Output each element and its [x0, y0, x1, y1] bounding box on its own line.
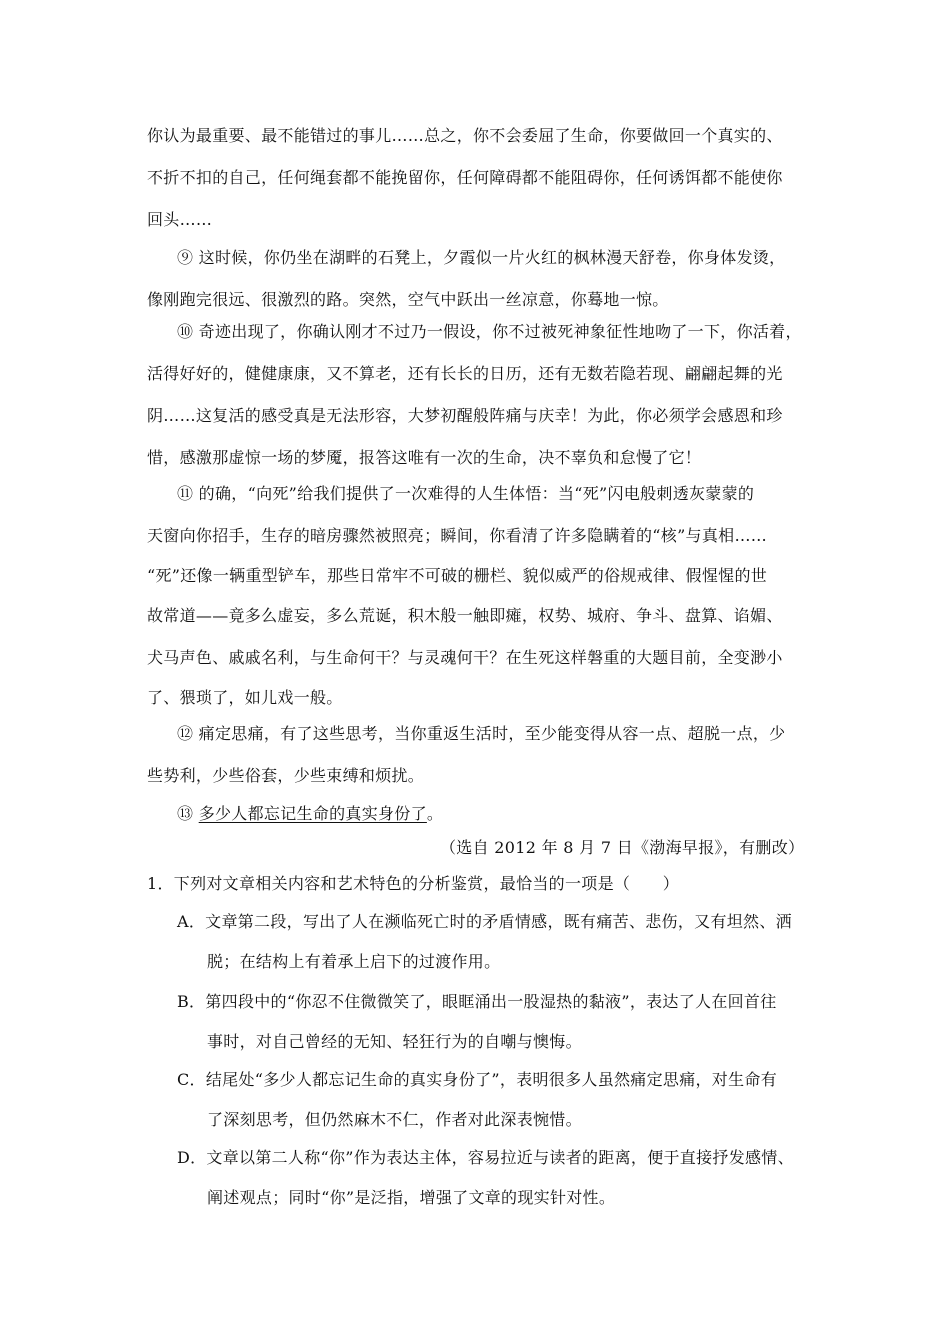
p11-line-6: 了、猥琐了，如儿戏一般。	[147, 688, 343, 707]
source-citation: （选自 2012 年 8 月 7 日《渤海早报》，有删改）	[440, 838, 805, 857]
option-d-line-1: D．文章以第二人称“你”作为表达主体，容易拉近与读者的距离，便于直接抒发感情、	[177, 1148, 794, 1167]
p13-end-mark: 。	[426, 804, 444, 823]
p11-line-2: 天窗向你招手，生存的暗房骤然被照亮；瞬间，你看清了许多隐瞒着的“核”与真相……	[147, 526, 768, 545]
p8-line-3: 回头……	[147, 210, 213, 229]
option-b-line-1: B．第四段中的“你忍不住微微笑了，眼眶涌出一股湿热的黏液”，表达了人在回首往	[177, 992, 777, 1011]
p12-line-2: 些势利，少些俗套，少些束缚和烦扰。	[147, 766, 425, 785]
p12-line-1: ⑫ 痛定思痛，有了这些思考，当你重返生活时，至少能变得从容一点、超脱一点，少	[177, 724, 786, 743]
p13-underlined-sentence: 多少人都忘记生命的真实身份了	[198, 804, 427, 823]
p13-number: ⑬	[177, 804, 199, 823]
p10-line-3: 阴……这复活的感受真是无法形容，大梦初醒般阵痛与庆幸！为此，你必须学会感恩和珍	[147, 406, 783, 425]
p8-line-2: 不折不扣的自己，任何绳套都不能挽留你，任何障碍都不能阻碍你，任何诱饵都不能使你	[147, 168, 783, 187]
option-d-line-2: 阐述观点；同时“你”是泛指，增强了文章的现实针对性。	[207, 1188, 616, 1207]
p11-line-4: 故常道——竟多么虚妄，多么荒诞，积木般一触即瘫，权势、城府、争斗、盘算、谄媚、	[147, 606, 783, 625]
p9-line-1: ⑨ 这时候，你仍坐在湖畔的石凳上，夕霞似一片火红的枫林漫天舒卷，你身体发烫，	[177, 248, 786, 267]
p8-line-1: 你认为最重要、最不能错过的事儿……总之，你不会委屈了生命，你要做回一个真实的、	[147, 126, 783, 145]
p11-line-3: “死”还像一辆重型铲车，那些日常牢不可破的栅栏、貌似威严的俗规戒律、假惺惺的世	[147, 566, 768, 585]
option-a-line-2: 脱；在结构上有着承上启下的过渡作用。	[207, 952, 501, 971]
p13-line	[177, 804, 443, 824]
p9-line-2: 像刚跑完很远、很激烈的路。突然，空气中跃出一丝凉意，你蓦地一惊。	[147, 290, 669, 309]
option-c-line-1: C．结尾处“多少人都忘记生命的真实身份了”，表明很多人虽然痛定思痛，对生命有	[177, 1070, 778, 1089]
p11-line-1: ⑪ 的确，“向死”给我们提供了一次难得的人生体悟：当“死”闪电般刺透灰蒙蒙的	[177, 484, 755, 503]
option-b-line-2: 事时，对自己曾经的无知、轻狂行为的自嘲与懊悔。	[207, 1032, 582, 1051]
question-stem: 1．下列对文章相关内容和艺术特色的分析鉴赏，最恰当的一项是（ ）	[147, 874, 680, 893]
p10-line-4: 惜，感激那虚惊一场的梦魇，报答这唯有一次的生命，决不辜负和怠慢了它！	[147, 448, 702, 467]
option-c-line-2: 了深刻思考，但仍然麻木不仁，作者对此深表惋惜。	[207, 1110, 582, 1129]
option-a-line-1: A．文章第二段，写出了人在濒临死亡时的矛盾情感，既有痛苦、悲伤，又有坦然、洒	[177, 912, 792, 931]
p11-line-5: 犬马声色、戚戚名利，与生命何干？与灵魂何干？在生死这样磐重的大题目前，全变渺小	[147, 648, 783, 667]
p10-line-1: ⑩ 奇迹出现了，你确认刚才不过乃一假设，你不过被死神象征性地吻了一下，你活着，	[177, 322, 802, 341]
p10-line-2: 活得好好的，健健康康，又不算老，还有长长的日历，还有无数若隐若现、翩翩起舞的光	[147, 364, 783, 383]
